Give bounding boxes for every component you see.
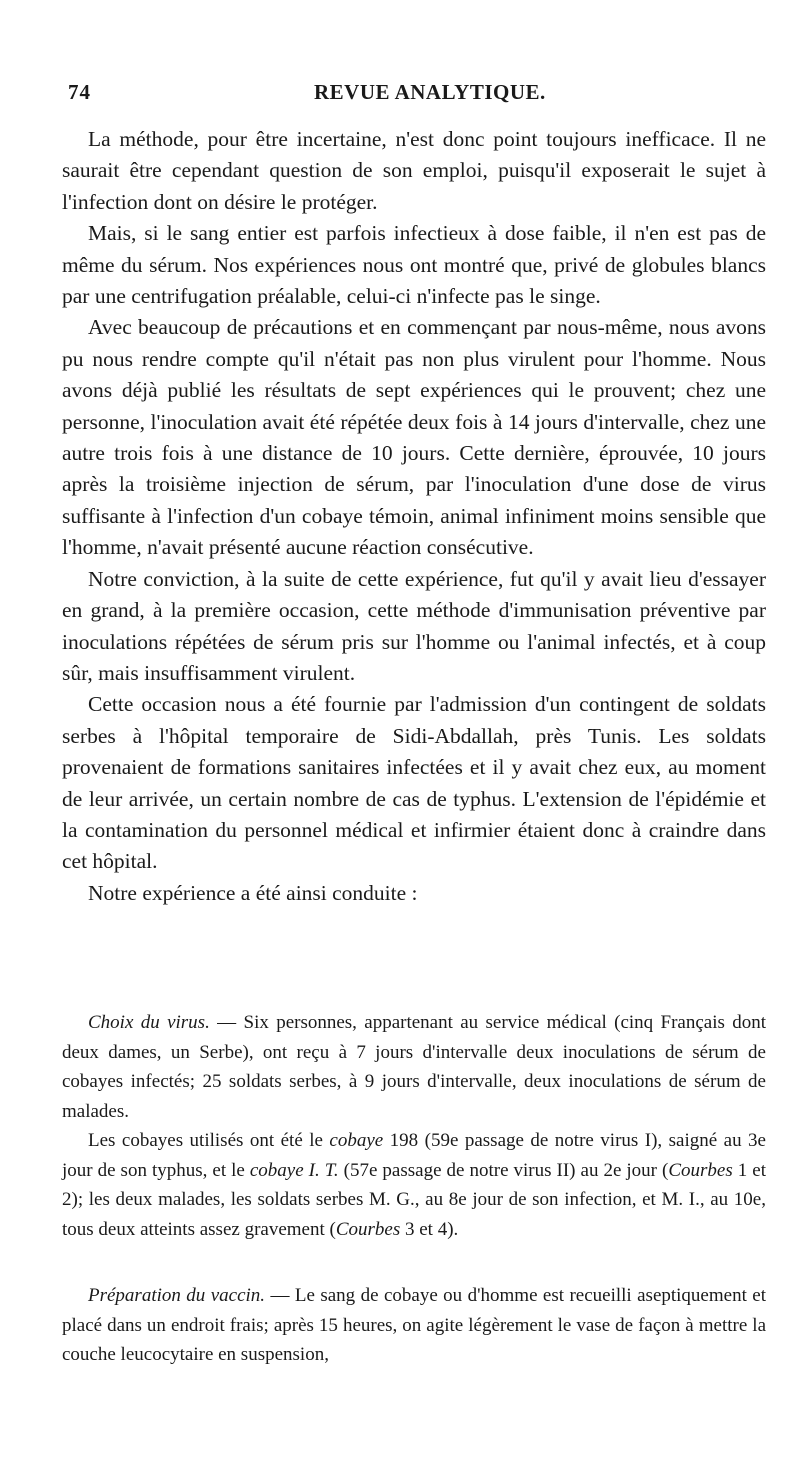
section-heading: Préparation du vaccin. [88, 1285, 266, 1306]
cobayes-paragraph [62, 1126, 766, 1244]
paragraph: Mais, si le sang entier est parfois infectieux à dose faible, il n'en est pas de même du sérum. Nos expériences nous ont montré que, privé de globules blancs par une centrifugation préalable, celui-ci n'infecte pas le singe. [62, 221, 766, 309]
paragraph: Avec beaucoup de précautions et en commençant par nous-même, nous avons pu nous rendre compte qu'il n'était pas non plus virulent pour l'homme. Nous avons déjà publié les résultats de sept expériences qui le prouvent; chez une personne, l'inoculation avait été répétée deux fois à 14 jours d'intervalle, chez une autre trois fois à une distance de 10 jours. Cette dernière, éprouvée, 10 jours après la troisième injection de sérum, par l'inoculation d'une dose de virus suffisante à l'infection d'un cobaye témoin, animal infiniment moins sensible que l'homme, n'avait présenté aucune réaction consécutive. [62, 315, 766, 560]
page-header [68, 80, 760, 120]
section-preparation-du-vaccin [62, 1281, 766, 1370]
paragraph: La méthode, pour être incertaine, n'est donc point toujours inefficace. Il ne saurait être cependant question de son emploi, puisqu'il exposerait le sujet à l'infection dont on désire le protéger. [62, 127, 766, 214]
text-span: Les cobayes utilisés ont été le [88, 1130, 330, 1151]
choix-paragraph [62, 1008, 766, 1126]
text-span: (57e passage de notre virus II) au 2e jour ( [338, 1159, 669, 1181]
italic-term: Courbes [668, 1159, 733, 1181]
section-text: — Le sang de cobaye ou d'homme est recueilli aseptiquement et placé dans un endroit frais; après 15 heures, on agite légèrement le vase de façon à mettre la couche leucocytaire en suspension, [62, 1285, 766, 1365]
page-number: 74 [68, 80, 91, 104]
section-text: — Six personnes, appartenant au service médical (cinq Français dont deux dames, un Serbe), ont reçu à 7 jours d'intervalle deux inoculations de sérum de cobayes infectés; 25 soldats serbes, à 9 jours d'intervalle, deux inoculations de sérum de malades. [62, 1012, 766, 1122]
main-text [62, 124, 766, 909]
italic-term: cobaye [329, 1130, 384, 1151]
running-title: REVUE ANALYTIQUE. [314, 80, 546, 104]
preparation-paragraph [62, 1281, 766, 1370]
italic-term: cobaye I. T. [249, 1159, 339, 1181]
section-heading: Choix du virus. [88, 1012, 210, 1033]
text-span: 1 et 2); les deux malades, les soldats serbes M. G., au 8e jour de son infection, et M. I., au 10e, tous deux atteints assez gravement ( [62, 1159, 766, 1240]
text-span: 198 (59e passage de notre virus I), saigné au 3e jour de son typhus, et le [62, 1130, 766, 1181]
text-span: 3 et 4). [400, 1218, 459, 1240]
paragraph: Notre expérience a été ainsi conduite : [88, 880, 418, 905]
italic-term: Courbes [335, 1218, 401, 1240]
paragraph: Notre conviction, à la suite de cette expérience, fut qu'il y avait lieu d'essayer en grand, à la première occasion, cette méthode d'immunisation préventive par inoculations répétées de sérum pris sur l'homme ou l'animal infectés, et à coup sûr, mais insuffisamment virulent. [62, 566, 766, 685]
paragraph: Cette occasion nous a été fournie par l'admission d'un contingent de soldats serbes à l'hôpital temporaire de Sidi-Abdallah, près Tunis. Les soldats provenaient de formations sanitaires infectées et il y avait chez eux, au moment de leur arrivée, un certain nombre de cas de typhus. L'extension de l'épidémie et la contamination du personnel médical et infirmier étaient donc à craindre dans cet hôpital. [62, 692, 766, 874]
section-choix-du-virus [62, 1008, 766, 1244]
